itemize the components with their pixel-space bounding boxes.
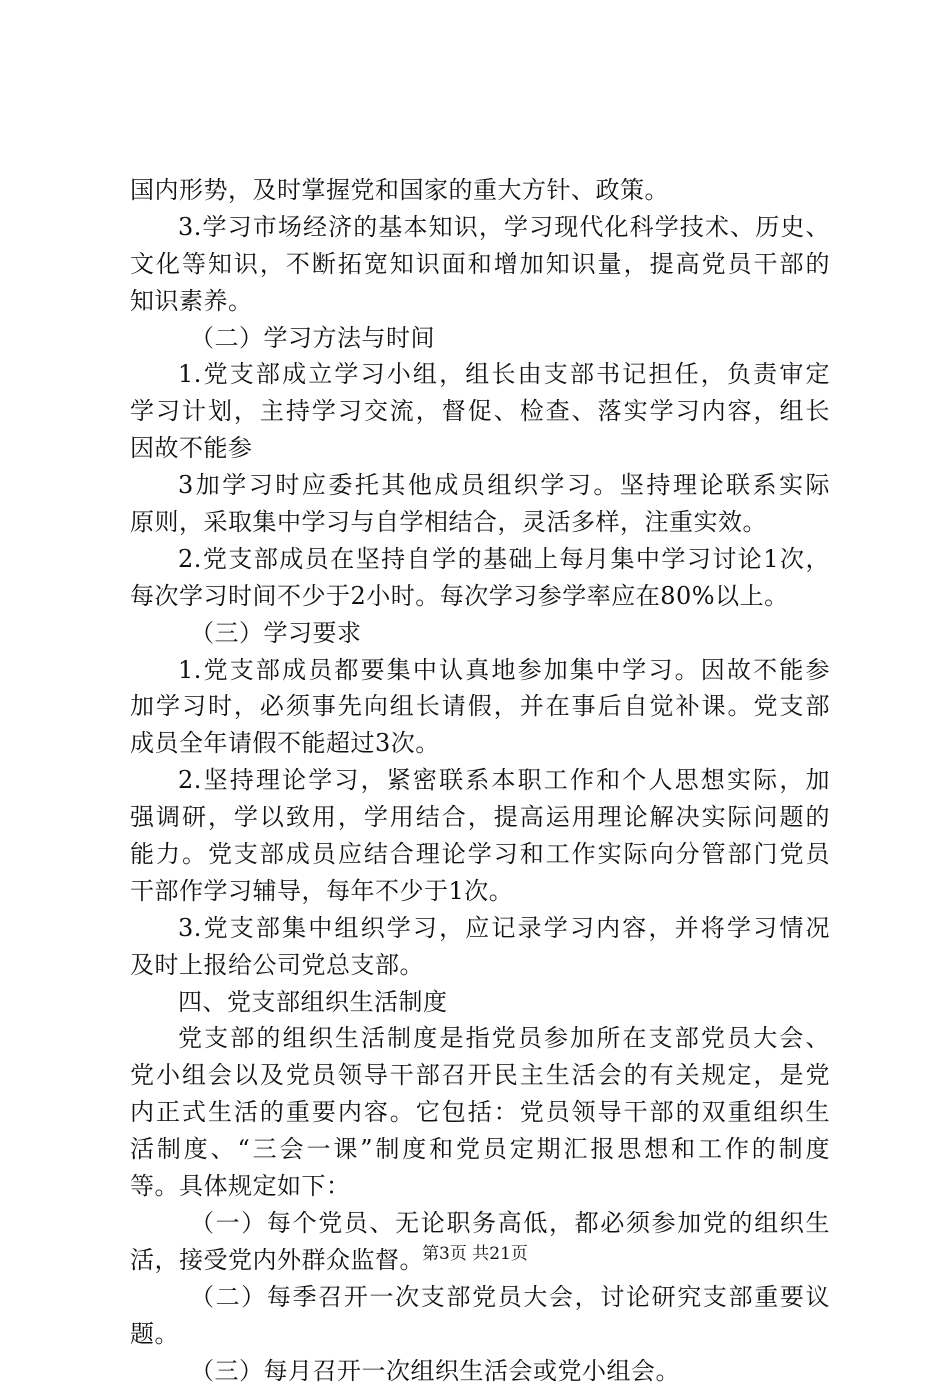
text-line: 题。 [130, 1316, 830, 1353]
text-line: 活，接受党内外群众监督。 [130, 1242, 830, 1279]
text-line: 因故不能参 [130, 430, 830, 467]
text-line: 国内形势，及时掌握党和国家的重大方针、政策。 [130, 172, 830, 209]
text-line: （三）每月召开一次组织生活会或党小组会。 [130, 1353, 830, 1389]
text-line: 2.党支部成员在坚持自学的基础上每月集中学习讨论1次， [130, 541, 830, 578]
document-body [130, 172, 830, 1389]
text-line: 知识素养。 [130, 283, 830, 320]
text-line: 成员全年请假不能超过3次。 [130, 725, 830, 762]
text-line: 等。具体规定如下： [130, 1168, 830, 1205]
text-line: 3.学习市场经济的基本知识，学习现代化科学技术、历史、 [130, 209, 830, 246]
text-line: 内正式生活的重要内容。它包括：党员领导干部的双重组织生 [130, 1094, 830, 1131]
text-line: 每次学习时间不少于2小时。每次学习参学率应在80%以上。 [130, 578, 830, 615]
text-line: （一）每个党员、无论职务高低，都必须参加党的组织生 [130, 1205, 830, 1242]
text-line: 2.坚持理论学习，紧密联系本职工作和个人思想实际，加 [130, 762, 830, 799]
text-line: 能力。党支部成员应结合理论学习和工作实际向分管部门党员 [130, 836, 830, 873]
text-line: 学习计划，主持学习交流，督促、检查、落实学习内容，组长 [130, 393, 830, 430]
text-line: 活制度、“三会一课”制度和党员定期汇报思想和工作的制度 [130, 1131, 830, 1168]
text-line: 3加学习时应委托其他成员组织学习。坚持理论联系实际 [130, 467, 830, 504]
text-line: 强调研，学以致用，学用结合，提高运用理论解决实际问题的 [130, 799, 830, 836]
text-line: 1.党支部成立学习小组，组长由支部书记担任，负责审定 [130, 356, 830, 393]
text-line: 四、党支部组织生活制度 [130, 984, 830, 1021]
text-line: 加学习时，必须事先向组长请假，并在事后自觉补课。党支部 [130, 688, 830, 725]
text-line: 党小组会以及党员领导干部召开民主生活会的有关规定，是党 [130, 1057, 830, 1094]
text-line: 1.党支部成员都要集中认真地参加集中学习。因故不能参 [130, 652, 830, 689]
text-line: （二）每季召开一次支部党员大会，讨论研究支部重要议 [130, 1279, 830, 1316]
text-line: 3.党支部集中组织学习，应记录学习内容，并将学习情况 [130, 910, 830, 947]
page-footer: 第3页 共21页 [0, 1243, 950, 1265]
text-line: （三）学习要求 [130, 615, 830, 652]
text-line: 原则，采取集中学习与自学相结合，灵活多样，注重实效。 [130, 504, 830, 541]
text-line: 文化等知识，不断拓宽知识面和增加知识量，提高党员干部的 [130, 246, 830, 283]
text-line: 党支部的组织生活制度是指党员参加所在支部党员大会、 [130, 1020, 830, 1057]
text-line: 干部作学习辅导，每年不少于1次。 [130, 873, 830, 910]
text-line: 及时上报给公司党总支部。 [130, 947, 830, 984]
text-line: （二）学习方法与时间 [130, 320, 830, 357]
